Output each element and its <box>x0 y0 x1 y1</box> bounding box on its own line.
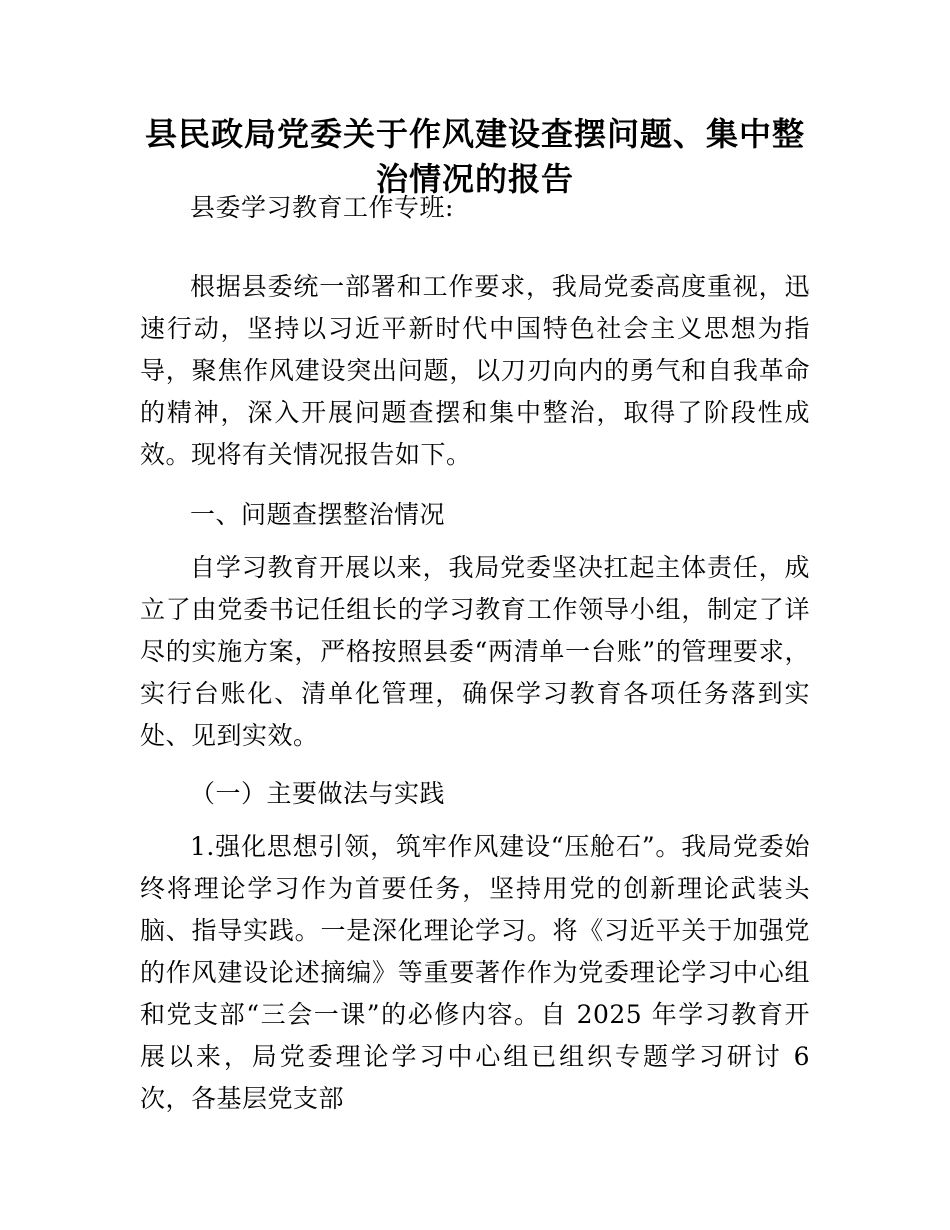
section-1-heading: 一、问题查摆整治情况 <box>190 500 446 529</box>
subsection-1-heading: （一）主要做法与实践 <box>190 779 446 808</box>
section-1-paragraph: 自学习教育开展以来，我局党委坚决扛起主体责任，成立了由党委书记任组长的学习教育工作领导小组，制定了详尽的实施方案，严格按照县委“两清单一台账”的管理要求，实行台账化、清单化管理，确保学习教育各项任务落到实处、见到实效。 <box>140 553 810 750</box>
document-title: 县民政局党委关于作风建设查摆问题、集中整治情况的报告 <box>144 115 805 198</box>
item-1-paragraph: 1.强化思想引领，筑牢作风建设“压舱石”。我局党委始终将理论学习作为首要任务，坚持用党的创新理论武装头脑、指导实践。一是深化理论学习。将《习近平关于加强党的作风建设论述摘编》等重要著作作为党委理论学习中心组和党支部“三会一课”的必修内容。自 2025 年学习教育开展以来，局党委理论学习中心组已组织专题学习研讨 6 次，各基层党支部 <box>140 832 810 1113</box>
intro-paragraph: 根据县委统一部署和工作要求，我局党委高度重视，迅速行动，坚持以习近平新时代中国特色社会主义思想为指导，聚焦作风建设突出问题，以刀刃向内的勇气和自我革命的精神，深入开展问题查摆和集中整治，取得了阶段性成效。现将有关情况报告如下。 <box>140 272 810 469</box>
salutation: 县委学习教育工作专班: <box>190 193 454 222</box>
